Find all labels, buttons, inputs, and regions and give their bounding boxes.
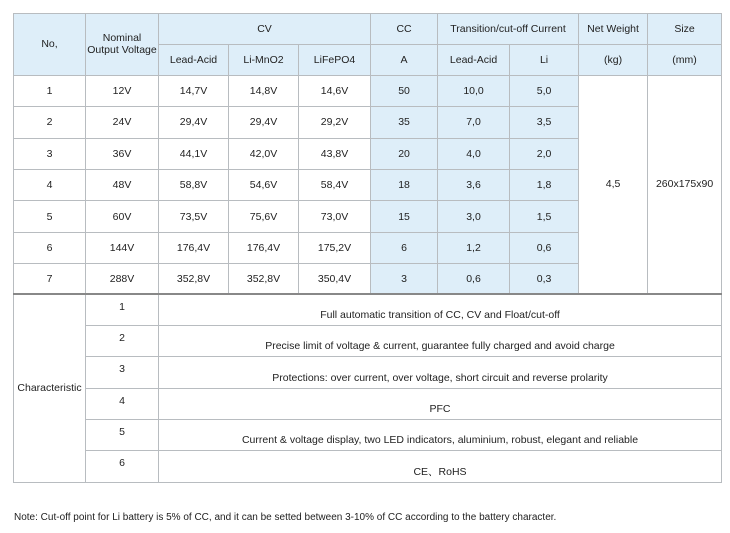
characteristic-no: 5 <box>86 420 159 451</box>
row-transition-li: 2,0 <box>510 138 579 169</box>
header-net-weight: Net Weight <box>579 14 648 45</box>
header-cc-unit: A <box>371 45 438 75</box>
header-transition-lead-acid: Lead-Acid <box>438 45 510 75</box>
row-no: 3 <box>14 138 86 169</box>
row-cv-lifepo4: 175,2V <box>299 232 371 263</box>
characteristic-row <box>14 420 722 451</box>
row-no: 1 <box>14 75 86 106</box>
characteristic-text: Current & voltage display, two LED indicators, aluminium, robust, elegant and reliable <box>159 420 722 451</box>
row-voltage: 36V <box>86 138 159 169</box>
row-no: 6 <box>14 232 86 263</box>
header-cv: CV <box>159 14 371 45</box>
header-net-weight-unit: (kg) <box>579 45 648 75</box>
row-cc: 20 <box>371 138 438 169</box>
characteristic-no: 4 <box>86 388 159 419</box>
header-cc: CC <box>371 14 438 45</box>
row-cv-lifepo4: 29,2V <box>299 107 371 138</box>
row-cv-lifepo4: 58,4V <box>299 169 371 200</box>
row-cc: 15 <box>371 201 438 232</box>
row-transition-lead-acid: 4,0 <box>438 138 510 169</box>
header-size: Size <box>648 14 722 45</box>
characteristic-row <box>14 294 722 325</box>
row-transition-lead-acid: 10,0 <box>438 75 510 106</box>
characteristic-row <box>14 388 722 419</box>
row-voltage: 48V <box>86 169 159 200</box>
header-nominal-voltage: Nominal Output Voltage <box>86 14 159 76</box>
row-transition-li: 1,8 <box>510 169 579 200</box>
row-cv-limno2: 54,6V <box>229 169 299 200</box>
characteristic-no: 1 <box>86 294 159 325</box>
row-cv-lifepo4: 350,4V <box>299 264 371 294</box>
characteristic-no: 3 <box>86 357 159 388</box>
row-no: 2 <box>14 107 86 138</box>
row-cv-limno2: 75,6V <box>229 201 299 232</box>
row-voltage: 288V <box>86 264 159 294</box>
row-transition-li: 3,5 <box>510 107 579 138</box>
header-cv-lifepo4: LiFePO4 <box>299 45 371 75</box>
row-transition-li: 1,5 <box>510 201 579 232</box>
row-voltage: 60V <box>86 201 159 232</box>
row-transition-lead-acid: 3,0 <box>438 201 510 232</box>
specification-table <box>13 13 722 483</box>
row-cv-lifepo4: 14,6V <box>299 75 371 106</box>
row-no: 5 <box>14 201 86 232</box>
row-no: 7 <box>14 264 86 294</box>
header-size-unit: (mm) <box>648 45 722 75</box>
characteristic-label: Characteristic <box>14 294 86 483</box>
row-cv-lifepo4: 73,0V <box>299 201 371 232</box>
characteristic-text: Full automatic transition of CC, CV and Float/cut-off <box>159 294 722 325</box>
row-cc: 35 <box>371 107 438 138</box>
header-cv-lead-acid: Lead-Acid <box>159 45 229 75</box>
characteristic-text: CE、RoHS <box>159 451 722 483</box>
row-cv-lead-acid: 73,5V <box>159 201 229 232</box>
characteristic-no: 2 <box>86 325 159 356</box>
row-cv-lead-acid: 58,8V <box>159 169 229 200</box>
characteristic-no: 6 <box>86 451 159 483</box>
row-cv-limno2: 352,8V <box>229 264 299 294</box>
row-cv-lead-acid: 352,8V <box>159 264 229 294</box>
characteristic-row <box>14 325 722 356</box>
net-weight-value: 4,5 <box>579 75 648 294</box>
row-cv-limno2: 14,8V <box>229 75 299 106</box>
characteristic-row <box>14 451 722 483</box>
row-cc: 3 <box>371 264 438 294</box>
row-transition-lead-acid: 7,0 <box>438 107 510 138</box>
table-row <box>14 75 722 106</box>
row-transition-lead-acid: 1,2 <box>438 232 510 263</box>
characteristic-text: PFC <box>159 388 722 419</box>
header-no: No, <box>14 14 86 76</box>
header-cv-limno2: Li-MnO2 <box>229 45 299 75</box>
row-cc: 50 <box>371 75 438 106</box>
row-transition-lead-acid: 3,6 <box>438 169 510 200</box>
characteristic-text: Protections: over current, over voltage, short circuit and reverse prolarity <box>159 357 722 388</box>
row-cc: 6 <box>371 232 438 263</box>
row-cc: 18 <box>371 169 438 200</box>
header-transition-li: Li <box>510 45 579 75</box>
row-voltage: 144V <box>86 232 159 263</box>
row-cv-lifepo4: 43,8V <box>299 138 371 169</box>
row-cv-lead-acid: 14,7V <box>159 75 229 106</box>
row-cv-limno2: 176,4V <box>229 232 299 263</box>
characteristic-row <box>14 357 722 388</box>
row-voltage: 12V <box>86 75 159 106</box>
row-no: 4 <box>14 169 86 200</box>
row-transition-li: 5,0 <box>510 75 579 106</box>
row-cv-lead-acid: 29,4V <box>159 107 229 138</box>
row-cv-limno2: 29,4V <box>229 107 299 138</box>
row-cv-lead-acid: 44,1V <box>159 138 229 169</box>
header-transition: Transition/cut-off Current <box>438 14 579 45</box>
footnote: Note: Cut-off point for Li battery is 5% of CC, and it can be setted between 3-10% of CC according to the battery character. <box>14 512 557 523</box>
row-voltage: 24V <box>86 107 159 138</box>
row-transition-lead-acid: 0,6 <box>438 264 510 294</box>
row-cv-lead-acid: 176,4V <box>159 232 229 263</box>
row-transition-li: 0,6 <box>510 232 579 263</box>
size-value: 260x175x90 <box>648 75 722 294</box>
characteristic-text: Precise limit of voltage & current, guarantee fully charged and avoid charge <box>159 325 722 356</box>
row-cv-limno2: 42,0V <box>229 138 299 169</box>
row-transition-li: 0,3 <box>510 264 579 294</box>
